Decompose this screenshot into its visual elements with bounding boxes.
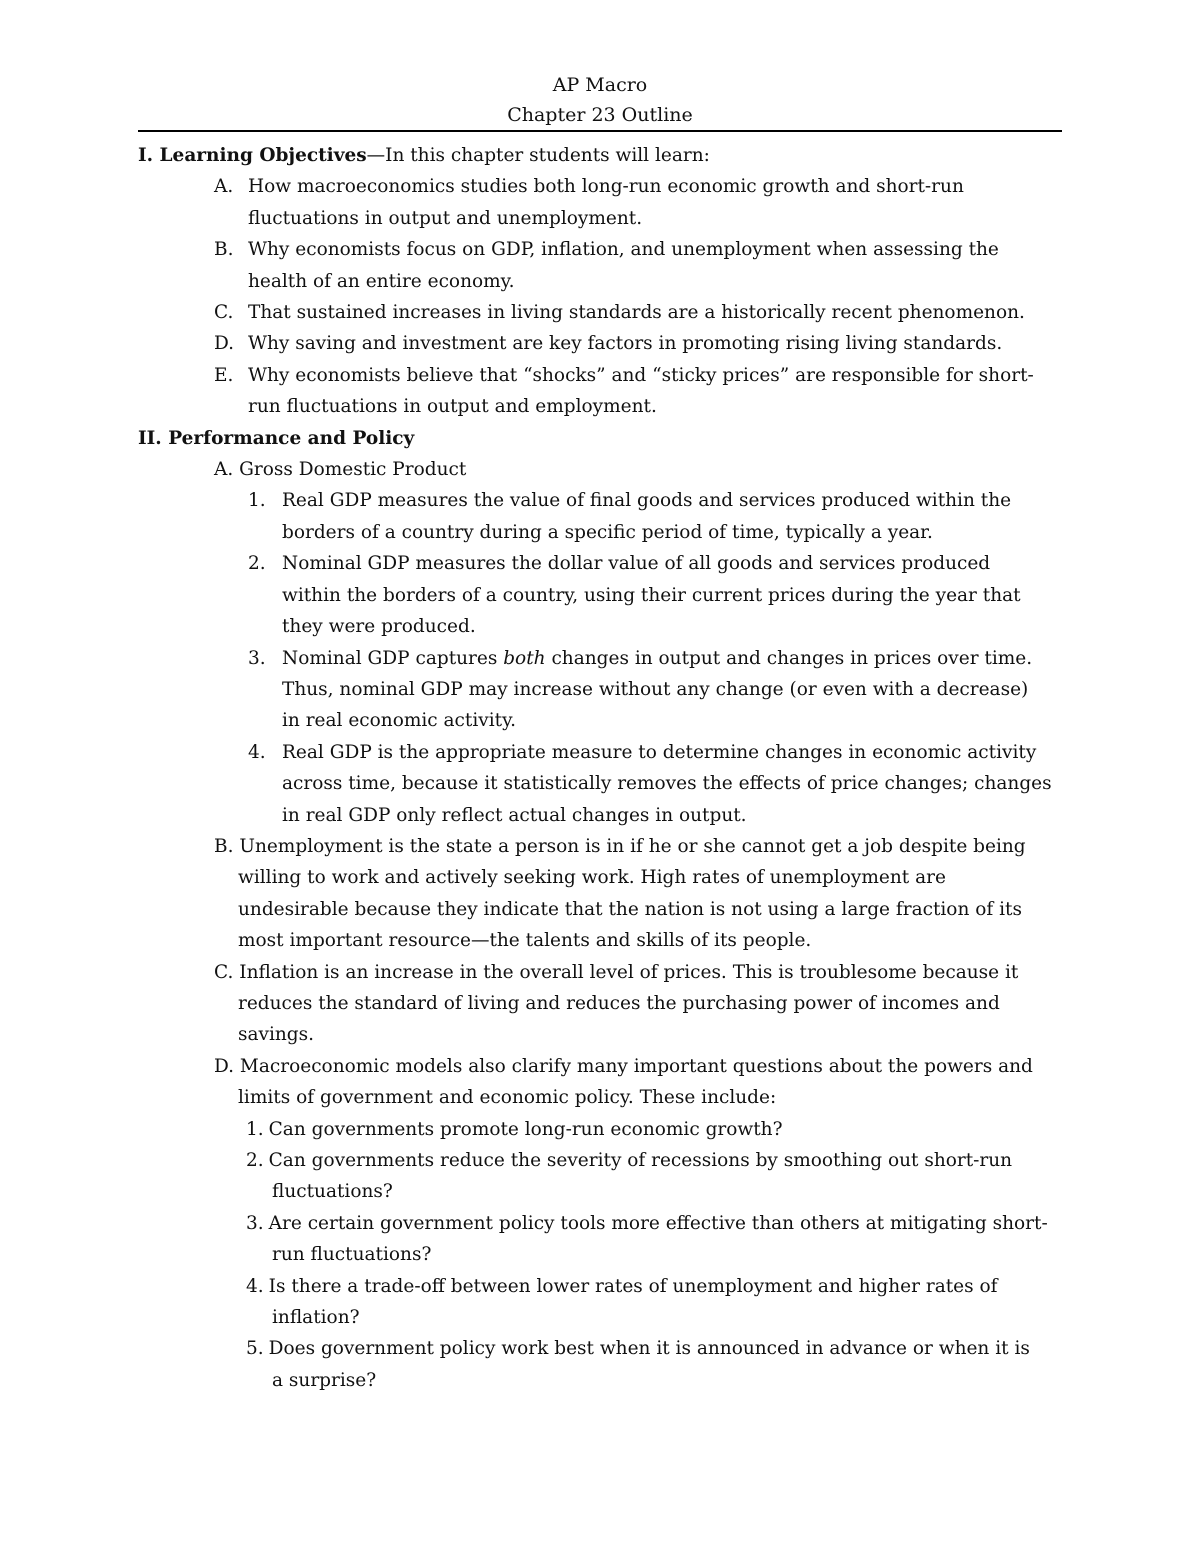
subsection-a-heading: A. Gross Domestic Product — [214, 459, 467, 481]
gdp-item-4-cont: in real GDP only reflect actual changes in output. — [282, 804, 747, 826]
policy-question-5: 5. Does government policy work best when it is announced in advance or when it is — [246, 1338, 1030, 1360]
policy-question-4-cont: inflation? — [272, 1307, 360, 1329]
policy-question-4: 4. Is there a trade-off between lower rates of unemployment and higher rates of — [246, 1275, 998, 1297]
gdp-item-3-cont: Thus, nominal GDP may increase without any change (or even with a decrease) — [282, 678, 1029, 700]
subsection-c-cont: savings. — [238, 1024, 315, 1046]
subsection-c: C. Inflation is an increase in the overall level of prices. This is troublesome because it — [214, 961, 1019, 983]
objective-a-label: A. — [214, 176, 234, 198]
policy-question-2-cont: fluctuations? — [272, 1181, 393, 1203]
objective-b-cont: health of an entire economy. — [248, 270, 515, 292]
section-2-title: II. Performance and Policy — [138, 427, 415, 449]
gdp-item-2-cont: within the borders of a country, using their current prices during the year that — [282, 584, 1021, 606]
subsection-d: D. Macroeconomic models also clarify many important questions about the powers and — [214, 1055, 1033, 1077]
gdp-item-4-cont: across time, because it statistically removes the effects of price changes; changes — [282, 773, 1052, 795]
subsection-b-cont: most important resource—the talents and skills of its people. — [238, 930, 812, 952]
policy-question-2: 2. Can governments reduce the severity of recessions by smoothing out short-run — [246, 1150, 1013, 1171]
objective-d: D. Why saving and investment are key factors in promoting rising living standards. — [138, 328, 1062, 359]
emphasis-both: both — [503, 647, 546, 669]
objective-c-label: C. — [214, 302, 234, 324]
policy-question-1: 1. Can governments promote long-run economic growth? — [246, 1118, 783, 1140]
subsection-b: B. Unemployment is the state a person is in if he or she cannot get a job despite being — [214, 835, 1026, 857]
objective-d-label: D. — [214, 333, 235, 355]
policy-question-3: 3. Are certain government policy tools more effective than others at mitigating short- — [246, 1212, 1048, 1234]
gdp-item-1: 1. Real GDP measures the value of final goods and services produced within the — [248, 490, 1012, 512]
subsection-b-cont: willing to work and actively seeking work. High rates of unemployment are — [238, 867, 946, 889]
policy-question-5-cont: a surprise? — [272, 1369, 377, 1391]
objective-e: E. Why economists believe that “shocks” and “sticky prices” are responsible for short- — [138, 360, 1062, 391]
document-page — [138, 70, 1062, 1396]
section-1-heading — [138, 140, 1062, 171]
objective-c: C. That sustained increases in living standards are a historically recent phenomenon. — [138, 297, 1062, 328]
gdp-item-3-cont: in real economic activity. — [282, 710, 516, 732]
objective-e-label: E. — [214, 364, 234, 386]
objective-e-cont: run fluctuations in output and employment. — [248, 396, 657, 418]
document-title: AP Macro — [552, 74, 648, 96]
objective-a-cont: fluctuations in output and unemployment. — [248, 207, 643, 229]
section-1-intro: —In this chapter students will learn: — [366, 145, 710, 166]
gdp-item-2: 2. Nominal GDP measures the dollar value of all goods and services produced — [248, 553, 991, 575]
subsection-d-cont: limits of government and economic policy. These include: — [238, 1087, 777, 1109]
objective-b: B. Why economists focus on GDP, inflation, and unemployment when assessing the — [138, 234, 1062, 265]
document-subtitle: Chapter 23 Outline — [507, 104, 693, 126]
objective-b-label: B. — [214, 239, 234, 261]
gdp-item-2-cont: they were produced. — [282, 616, 476, 638]
subsection-b-cont: undesirable because they indicate that the nation is not using a large fraction of its — [238, 898, 1022, 920]
section-1-title: I. Learning Objectives — [138, 145, 367, 166]
policy-question-3-cont: run fluctuations? — [272, 1244, 432, 1266]
section-2-heading — [138, 423, 1062, 454]
header-rule — [138, 130, 1062, 132]
gdp-item-1-cont: borders of a country during a specific period of time, typically a year. — [282, 521, 933, 543]
gdp-item-3: 3. Nominal GDP captures both changes in output and changes in prices over time. — [248, 647, 1033, 669]
gdp-item-4: 4. Real GDP is the appropriate measure to determine changes in economic activity — [248, 741, 1037, 763]
objective-a: A. How macroeconomics studies both long-run economic growth and short-run — [138, 171, 1062, 202]
subsection-c-cont: reduces the standard of living and reduces the purchasing power of incomes and — [238, 992, 1000, 1014]
